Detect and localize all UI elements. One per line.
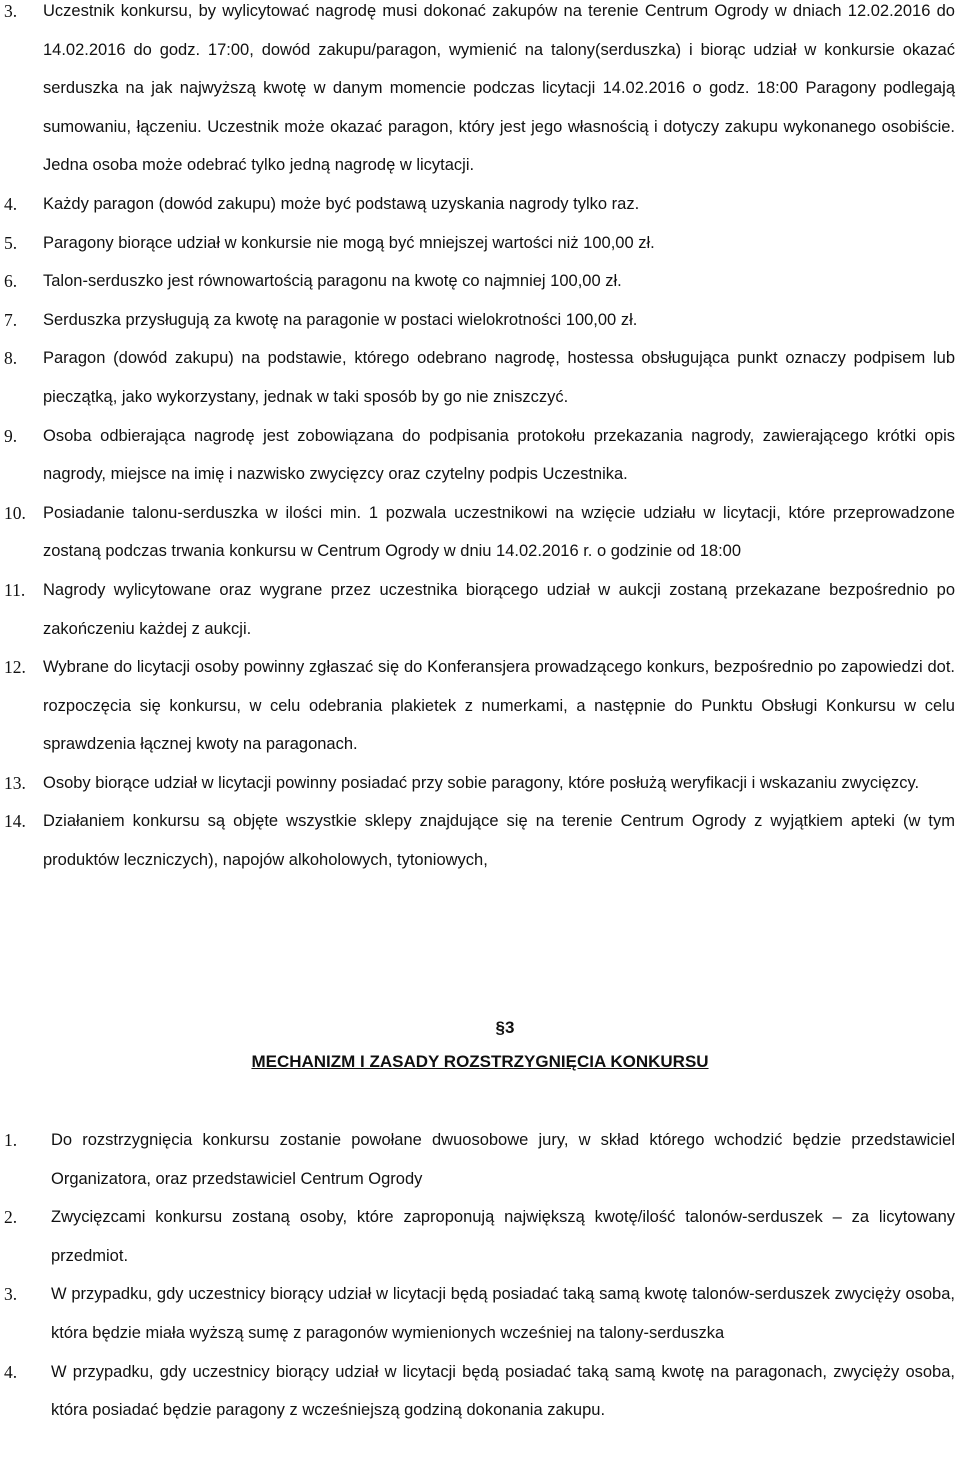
- list-item-number: 8.: [4, 348, 18, 369]
- list-item: [0, 417, 960, 494]
- list-item: [0, 262, 960, 301]
- list-item-text: Osoba odbierająca nagrodę jest zobowiązana do podpisania protokołu przekazania nagrody, zawierającego krótki opis nagrody, miejsce na imię i nazwisko zwycięzcy oraz czytelny podpis Uczestnika.: [43, 426, 955, 484]
- list-item-number: 13.: [4, 772, 26, 793]
- list-item-number: 12.: [4, 657, 26, 678]
- list-item-number: 3.: [4, 1, 18, 21]
- list-item: [0, 1275, 960, 1352]
- list-item-number: 1.: [4, 1130, 18, 1150]
- list-item-number: 4.: [4, 1361, 18, 1382]
- list-item: [0, 571, 960, 648]
- list-item: [0, 648, 960, 764]
- rules-list-part-3: [0, 1121, 960, 1430]
- list-item-text: Paragon (dowód zakupu) na podstawie, którego odebrano nagrodę, hostessa obsługująca punkt oznaczy podpisem lub pieczątką, jako wykorzystany, jednak w taki sposób by go nie zniszczyć.: [43, 349, 955, 406]
- list-item: [0, 301, 960, 340]
- list-item-number: 10.: [4, 502, 26, 523]
- list-item-number: 11.: [4, 579, 26, 600]
- list-item-text: Uczestnik konkursu, by wylicytować nagrodę musi dokonać zakupów na terenie Centrum Ogrody w dniach 12.02.2016 do 14.02.2016 do godz. 17:00, dowód zakupu/paragon, wymienić na talony(serduszka) i biorąc udział w konkursie okazać serduszka na jak najwyższą kwotę w danym momencie podczas licytacji 14.02.2016 o godz. 18:00 Paragony podlegają sumowaniu, łączeniu. Uczestnik może okazać paragon, który jest jego własnością i dotyczy zakupu wykonanego osobiście. Jedna osoba może odebrać tylko jedną nagrodę w licytacji.: [43, 2, 955, 175]
- list-item: [0, 339, 960, 416]
- section-title: MECHANIZM I ZASADY ROZSTRZYGNIĘCIA KONKURSU: [251, 1052, 709, 1071]
- list-item: [0, 802, 960, 879]
- list-item-text: Talon-serduszko jest równowartością paragonu na kwotę co najmniej 100,00 zł.: [43, 272, 622, 291]
- list-item-number: 4.: [4, 193, 18, 214]
- list-item-text: Nagrody wylicytowane oraz wygrane przez uczestnika biorącego udział w aukcji zostaną przekazane bezpośrednio po zakończeniu każdej z aukcji.: [43, 580, 955, 638]
- list-item-number: 7.: [4, 309, 18, 330]
- list-item-text: Zwycięzcami konkursu zostaną osoby, które zaproponują największą kwotę/ilość talonów-serduszek – za licytowany przedmiot.: [51, 1208, 955, 1265]
- section-number: §3: [495, 1018, 515, 1037]
- list-item-text: W przypadku, gdy uczestnicy biorący udział w licytacji będą posiadać taką samą kwotę talonów-serduszek zwycięży osoba, która będzie miała wyższą sumę z paragonów wymienionych wcześniej na talony-serduszka: [51, 1285, 955, 1342]
- list-item-text: Osoby biorące udział w licytacji powinny posiadać przy sobie paragony, które posłużą weryfikacji i wskazaniu zwycięzcy.: [43, 773, 920, 792]
- list-item-number: 3.: [4, 1284, 18, 1305]
- list-item: [0, 224, 960, 263]
- list-item-number: 9.: [4, 425, 18, 446]
- list-item: [0, 1198, 960, 1275]
- list-item: [0, 185, 960, 224]
- list-item: [0, 494, 960, 571]
- list-item-number: 5.: [4, 232, 18, 253]
- list-item: [0, 764, 960, 803]
- list-item-number: 14.: [4, 811, 26, 832]
- list-item-text: W przypadku, gdy uczestnicy biorący udział w licytacji będą posiadać taką samą kwotę na paragonach, zwycięży osoba, która posiadać będzie paragony z wcześniejszą godziną dokonania zakupu.: [51, 1362, 955, 1420]
- list-item: [0, 1353, 960, 1430]
- list-item-text: Do rozstrzygnięcia konkursu zostanie powołane dwuosobowe jury, w skład którego wchodzić będzie przedstawiciel Organizatora, oraz przedstawiciel Centrum Ogrody: [51, 1131, 955, 1188]
- list-item-text: Każdy paragon (dowód zakupu) może być podstawą uzyskania nagrody tylko raz.: [43, 194, 640, 213]
- list-item-number: 2.: [4, 1207, 18, 1228]
- list-item-text: Posiadanie talonu-serduszka w ilości min. 1 pozwala uczestnikowi na wzięcie udziału w licytacji, które przeprowadzone zostaną podczas trwania konkursu w Centrum Ogrody w dniu 14.02.2016 r. o godzinie od 18:00: [43, 503, 955, 561]
- list-item-number: 6.: [4, 271, 18, 292]
- list-item-text: Działaniem konkursu są objęte wszystkie sklepy znajdujące się na terenie Centrum Ogrody z wyjątkiem apteki (w tym produktów leczniczych), napojów alkoholowych, tytoniowych,: [43, 812, 955, 870]
- list-item-text: Serduszka przysługują za kwotę na paragonie w postaci wielokrotności 100,00 zł.: [43, 310, 638, 329]
- list-item: [0, 1121, 960, 1198]
- list-item-text: Wybrane do licytacji osoby powinny zgłaszać się do Konferansjera prowadzącego konkurs, bezpośrednio po zapowiedzi dot. rozpoczęcia się konkursu, w celu odebrania plakietek z numerkami, a następnie do Punktu Obsługi Konkursu w celu sprawdzenia łącznej kwoty na paragonach.: [43, 658, 955, 754]
- list-item: [0, 0, 960, 185]
- list-item-text: Paragony biorące udział w konkursie nie mogą być mniejszej wartości niż 100,00 zł.: [43, 233, 655, 252]
